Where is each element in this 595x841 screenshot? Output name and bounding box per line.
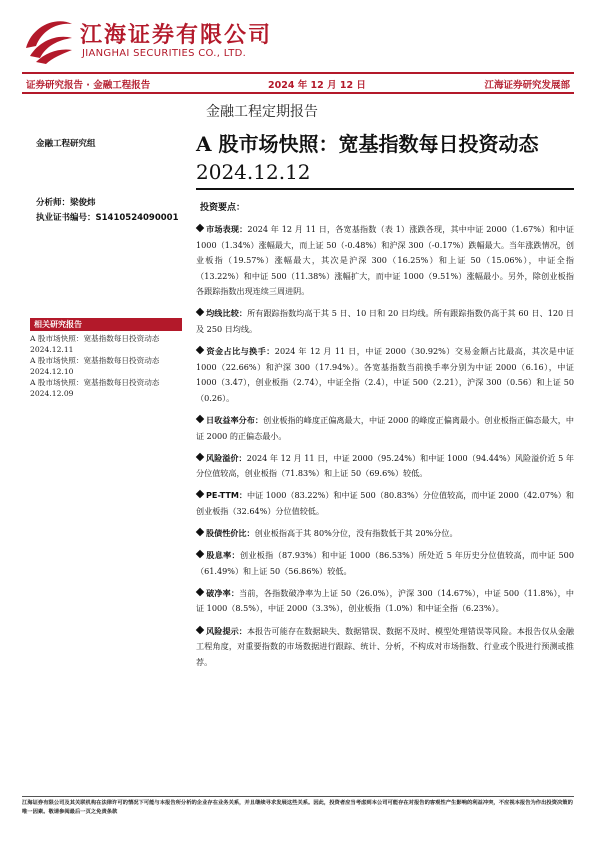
bullet-diamond-icon: [196, 415, 204, 423]
point-moving-average: [196, 306, 574, 337]
disclaimer-text: 江海证券有限公司及其关联机构在法律许可的情况下可能与本报告所分析的企业存在业务关系，并且继续寻求发展这些关系。因此，投资者应当考虑到本公司可能存在对报告的客观性产生影响的利益冲突，不应视本报告为作出投资决策的唯一因素。敬请参阅最后一页之免责条款: [22, 800, 573, 815]
bullet-diamond-icon: [196, 308, 204, 316]
report-title-date: 2024.12.12: [196, 160, 311, 184]
point-label: 风险溢价：: [206, 452, 247, 463]
company-name-en: JIANGHAI SECURITIES CO., LTD.: [82, 48, 247, 59]
research-group: 金融工程研究组: [36, 139, 96, 149]
bullet-diamond-icon: [196, 452, 204, 460]
report-category: 证券研究报告 · 金融工程报告: [26, 80, 151, 91]
point-text: 当前，各指数破净率为上证 50（26.0%），沪深 300（14.67%），中证 500（11.8%），中证 1000（8.5%），中证 2000（3.3%），创业板指（1.0%）和中证全指（6.23%）。: [196, 587, 574, 614]
related-reports-header: 相关研究报告: [30, 318, 182, 331]
company-logo: [22, 12, 392, 68]
point-text: 中证 1000（83.22%）和中证 500（80.83%）分位值较高，而中证 2000（42.07%）和创业板指（32.64%）分位值较低。: [196, 490, 574, 516]
report-title: A 股市场快照：宽基指数每日投资动态: [196, 132, 539, 156]
bullet-diamond-icon: [196, 346, 204, 354]
point-market-performance: [196, 222, 574, 300]
report-date: 2024 年 12 月 12 日: [268, 80, 366, 91]
report-subtitle: 金融工程定期报告: [206, 104, 318, 120]
logo-emblem-icon: [22, 14, 76, 64]
point-dividend-yield: [196, 548, 574, 579]
related-report-item[interactable]: A 股市场快照：宽基指数每日投资动态 2024.12.11: [30, 334, 160, 354]
point-pe-ttm: [196, 488, 574, 519]
related-report-item[interactable]: A 股市场快照：宽基指数每日投资动态 2024.12.10: [30, 356, 160, 376]
company-name-cn: 江海证券有限公司: [80, 22, 273, 48]
point-label: 股息率：: [206, 550, 240, 561]
analyst-name: 分析师：梁俊炜: [36, 198, 96, 208]
bullet-diamond-icon: [196, 490, 204, 498]
key-points-summary: [196, 222, 574, 677]
header-band: [22, 72, 574, 94]
point-text: 2024 年 12 月 11 日，中证 2000（95.24%）和中证 1000（94.44%）风险溢价近 5 年分位值较高，创业板指（71.83%）和上证 50（69.6%）较低。: [196, 452, 574, 479]
point-text: 创业板指高于其 80%分位，没有指数低于其 20%分位。: [254, 528, 458, 539]
point-label: PE-TTM：: [206, 490, 248, 501]
point-text: 2024 年 12 月 11 日，各宽基指数（表 1）涨跌各现，其中中证 2000（1.67%）和中证 1000（1.34%）涨幅最大，而上证 50（-0.48%）和沪深 300（-0.17%）跌幅最大。当年涨跌情况，创业板指（19.57%）涨幅最大，其次是沪深 300（16.25%）和上证 50（15.06%），中证全指（13.22%）和中证 500（11.38%）涨幅扩大，而中证 1000（9.51%）涨幅最小。另外，除创业板指各跟踪指数出现连续三周进阴。: [196, 224, 574, 297]
key-points-title: 投资要点：: [200, 203, 246, 213]
point-label: 资金占比与换手：: [206, 346, 275, 357]
analyst-info: [36, 196, 179, 226]
department-name: 江海证券研究发展部: [484, 80, 570, 91]
point-label: 股债性价比：: [206, 528, 255, 539]
point-below-book: [196, 586, 574, 617]
point-label: 日收益率分布：: [206, 415, 264, 426]
bullet-diamond-icon: [196, 224, 204, 232]
bullet-diamond-icon: [196, 588, 204, 596]
point-text: 创业板指（87.93%）和中证 1000（86.53%）所处近 5 年历史分位值较高，而中证 500（61.49%）和上证 50（56.86%）较低。: [196, 550, 574, 576]
point-text: 2024 年 12 月 11 日，中证 2000（30.92%）交易金额占比最高，其次是中证 1000（22.66%）和沪深 300（17.94%）。各宽基指数当前换手率分别为中证 2000（6.16），中证 1000（3.47），创业板指（2.74），中证全指（2.4），中证 500（2.21），沪深 300（0.56）和上证 50（0.26）。: [196, 346, 574, 403]
related-reports-list: [30, 333, 182, 399]
title-divider: [196, 188, 574, 190]
analyst-license: 执业证书编号：S1410524090001: [36, 213, 179, 223]
point-turnover: [196, 344, 574, 406]
bullet-diamond-icon: [196, 625, 204, 633]
related-report-item[interactable]: A 股市场快照：宽基指数每日投资动态 2024.12.09: [30, 378, 160, 398]
point-text: 本报告可能存在数据缺失、数据错误、数据不及时、模型处理错误等风险。本报告仅从金融工程角度，对重要指数的市场数据进行跟踪、统计、分析，不构成对市场指数、行业或个股进行预测或推荐。: [196, 625, 574, 667]
point-text: 创业板指的峰度正偏离最大，中证 2000 的峰度正偏离最小。创业板指正偏态最大，中证 2000 的正偏态最小。: [196, 415, 574, 441]
point-equity-bond: [196, 526, 574, 542]
bullet-diamond-icon: [196, 550, 204, 558]
point-label: 破净率：: [206, 587, 240, 598]
bullet-diamond-icon: [196, 528, 204, 536]
point-return-distribution: [196, 413, 574, 444]
footer-divider: [22, 796, 574, 797]
point-label: 市场表现：: [206, 224, 248, 234]
point-risk-premium: [196, 451, 574, 482]
point-text: 所有跟踪指数均高于其 5 日、10 日和 20 日均线。所有跟踪指数仍高于其 60 日、120 日及 250 日均线。: [196, 308, 574, 335]
point-label: 风险提示：: [206, 625, 247, 636]
point-label: 均线比较：: [206, 308, 248, 319]
point-risk-warning: [196, 624, 574, 671]
